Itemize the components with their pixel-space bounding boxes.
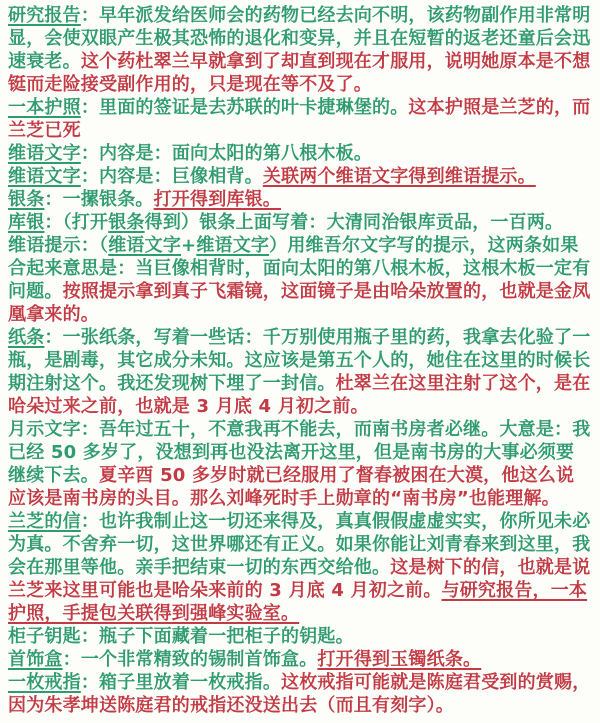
note-text-segment: 这本护照是兰芝的，而兰芝已死 [8, 97, 591, 141]
note-text-segment: 与研究报告，一本护照，手提包关联得到强峰实验室。 [8, 580, 588, 624]
label-colon: ： [80, 97, 100, 118]
note-section-treasury-silver [8, 211, 592, 234]
note-section-paper-note [8, 326, 592, 418]
note-text-segment: 箱子里放着一枚戒指。 [99, 672, 282, 693]
note-text-segment: 一个非常精致的锡制首饰盒。 [80, 649, 318, 670]
note-text-segment: 里面的签证是去苏联的叶卡捷琳堡的。 [99, 97, 409, 118]
note-section-passport [8, 96, 592, 142]
note-section-lanzhi-letter [8, 510, 592, 625]
label-colon: ： [80, 143, 100, 164]
note-text-segment: 杜翠兰在这里注射了这个，是在哈朵过来之前，也就是 3 月底 4 月初之前。 [8, 373, 591, 417]
label-colon: ： [44, 212, 63, 233]
note-section-uyghur-hint [8, 234, 592, 326]
note-text-segment: 打开得到库银。 [153, 189, 282, 210]
note-text-segment: 这个药杜翠兰早就拿到了却直到现在才服用，说明她原本是不想铤而走险接受副作用的，只是现在等不及了。 [8, 51, 591, 95]
section-label-silver-bars: 银条 [8, 189, 45, 210]
note-text-segment: 关联两个维语文字得到维语提示。 [262, 166, 536, 187]
label-colon: ： [80, 5, 100, 26]
note-text-segment: 这是树下的信，也就是说兰芝来这里可能也是哈朵来前的 3 月底 4 月初之前。 [8, 557, 591, 601]
note-text-segment: 吾年过五十，不意我再不能去，而南书房者必继。大意是：我已经 50 多岁了，没想到再也没法离开这里，但是南书房的大事必须要继续下去。 [8, 419, 591, 486]
note-text-segment: + [181, 235, 197, 256]
section-label-ring: 一枚戒指 [8, 672, 81, 693]
section-label-jewelry-box: 首饰盒 [8, 649, 63, 670]
note-text-segment: 也许我制止这一切还来得及，真真假假虚虚实实，你所见未必为真。不舍弃一切，这世界哪还有正义。如果你能让刘青春来到这里，我会在那里等他。亲手把结束一切的东西交给他。 [8, 511, 591, 578]
label-colon: ： [80, 419, 100, 440]
note-section-silver-bars [8, 188, 592, 211]
note-text-segment: 银条 [108, 212, 145, 233]
section-label-lanzhi-letter: 兰芝的信 [8, 511, 81, 532]
label-colon: ： [80, 626, 100, 647]
note-section-uyghur-text-1 [8, 142, 592, 165]
section-label-cabinet-key: 柜子钥匙 [8, 626, 81, 647]
note-section-uyghur-text-2 [8, 165, 592, 188]
note-text-segment: 夏辛酉 50 多岁时就已经服用了督春被困在大漠，他这么说应该是南书房的头目。那么刘峰死时手上勋章的“南书房”也能理解。 [8, 465, 575, 509]
note-section-yueshi-text [8, 418, 592, 510]
section-label-uyghur-text-2: 维语文字 [8, 166, 81, 187]
note-text-segment: 得到）银条上面写着：大清同治银库贡品，一百两。 [144, 212, 564, 233]
note-section-research-report [8, 4, 592, 96]
label-colon: ： [80, 235, 100, 256]
section-label-passport: 一本护照 [8, 97, 81, 118]
label-colon: ： [44, 189, 63, 210]
label-colon: ： [44, 327, 63, 348]
section-label-paper-note: 纸条 [8, 327, 45, 348]
note-text-segment: 按照提示拿到真子飞霜镜，这面镜子是由哈朵放置的，也就是金凤凰拿来的。 [8, 281, 591, 325]
section-label-uyghur-text-1: 维语文字 [8, 143, 81, 164]
note-text-segment: 内容是：巨像相背。 [99, 166, 263, 187]
note-text-segment: 这枚戒指可能就是陈庭君受到的赏赐，因为朱孝坤送陈庭君的戒指还没送出去（而且有刻字）。 [8, 672, 591, 716]
note-text-segment: （打开 [62, 212, 109, 233]
section-label-treasury-silver: 库银 [8, 212, 45, 233]
note-text-segment: 维语文字 [196, 235, 270, 256]
sections-container [8, 4, 592, 717]
section-label-research-report: 研究报告 [8, 5, 81, 26]
section-label-yueshi-text: 月示文字 [8, 419, 81, 440]
section-label-uyghur-hint: 维语提示 [8, 235, 81, 256]
note-text-segment: 内容是：面向太阳的第八根木板。 [99, 143, 373, 164]
note-text-segment: ）用维吾尔文字写的提示，这两条如果合起来意思是：当巨像相背时，面向太阳的第八根木板，这根木板一定有问题。 [8, 235, 591, 302]
note-text-segment: 一张纸条，写着一些话：千万别使用瓶子里的药，我拿去化验了一瓶，是剧毒，其它成分未知。这应该是第五个人的，她住在这里的时候长期注射这个。我还发现树下埋了一封信。 [8, 327, 591, 394]
note-text-segment: 维语文字 [108, 235, 182, 256]
label-colon: ： [80, 166, 100, 187]
label-colon: ： [62, 649, 81, 670]
note-section-cabinet-key [8, 625, 592, 648]
label-colon: ： [80, 511, 100, 532]
note-section-ring [8, 671, 592, 717]
note-text-segment: 瓶子下面藏着一把柜子的钥匙。 [99, 626, 354, 647]
note-text-segment: 一摞银条。 [62, 189, 154, 210]
label-colon: ： [80, 672, 100, 693]
note-text-segment: 早年派发给医师会的药物已经去向不明，该药物副作用非常明显，会使双眼产生极其恐怖的退化和变异，并且在短暂的返老还童后会迅速衰老。 [8, 5, 591, 72]
note-text-segment: 打开得到玉镯纸条。 [317, 649, 482, 670]
note-section-jewelry-box [8, 648, 592, 671]
note-text-segment: （ [99, 235, 109, 256]
